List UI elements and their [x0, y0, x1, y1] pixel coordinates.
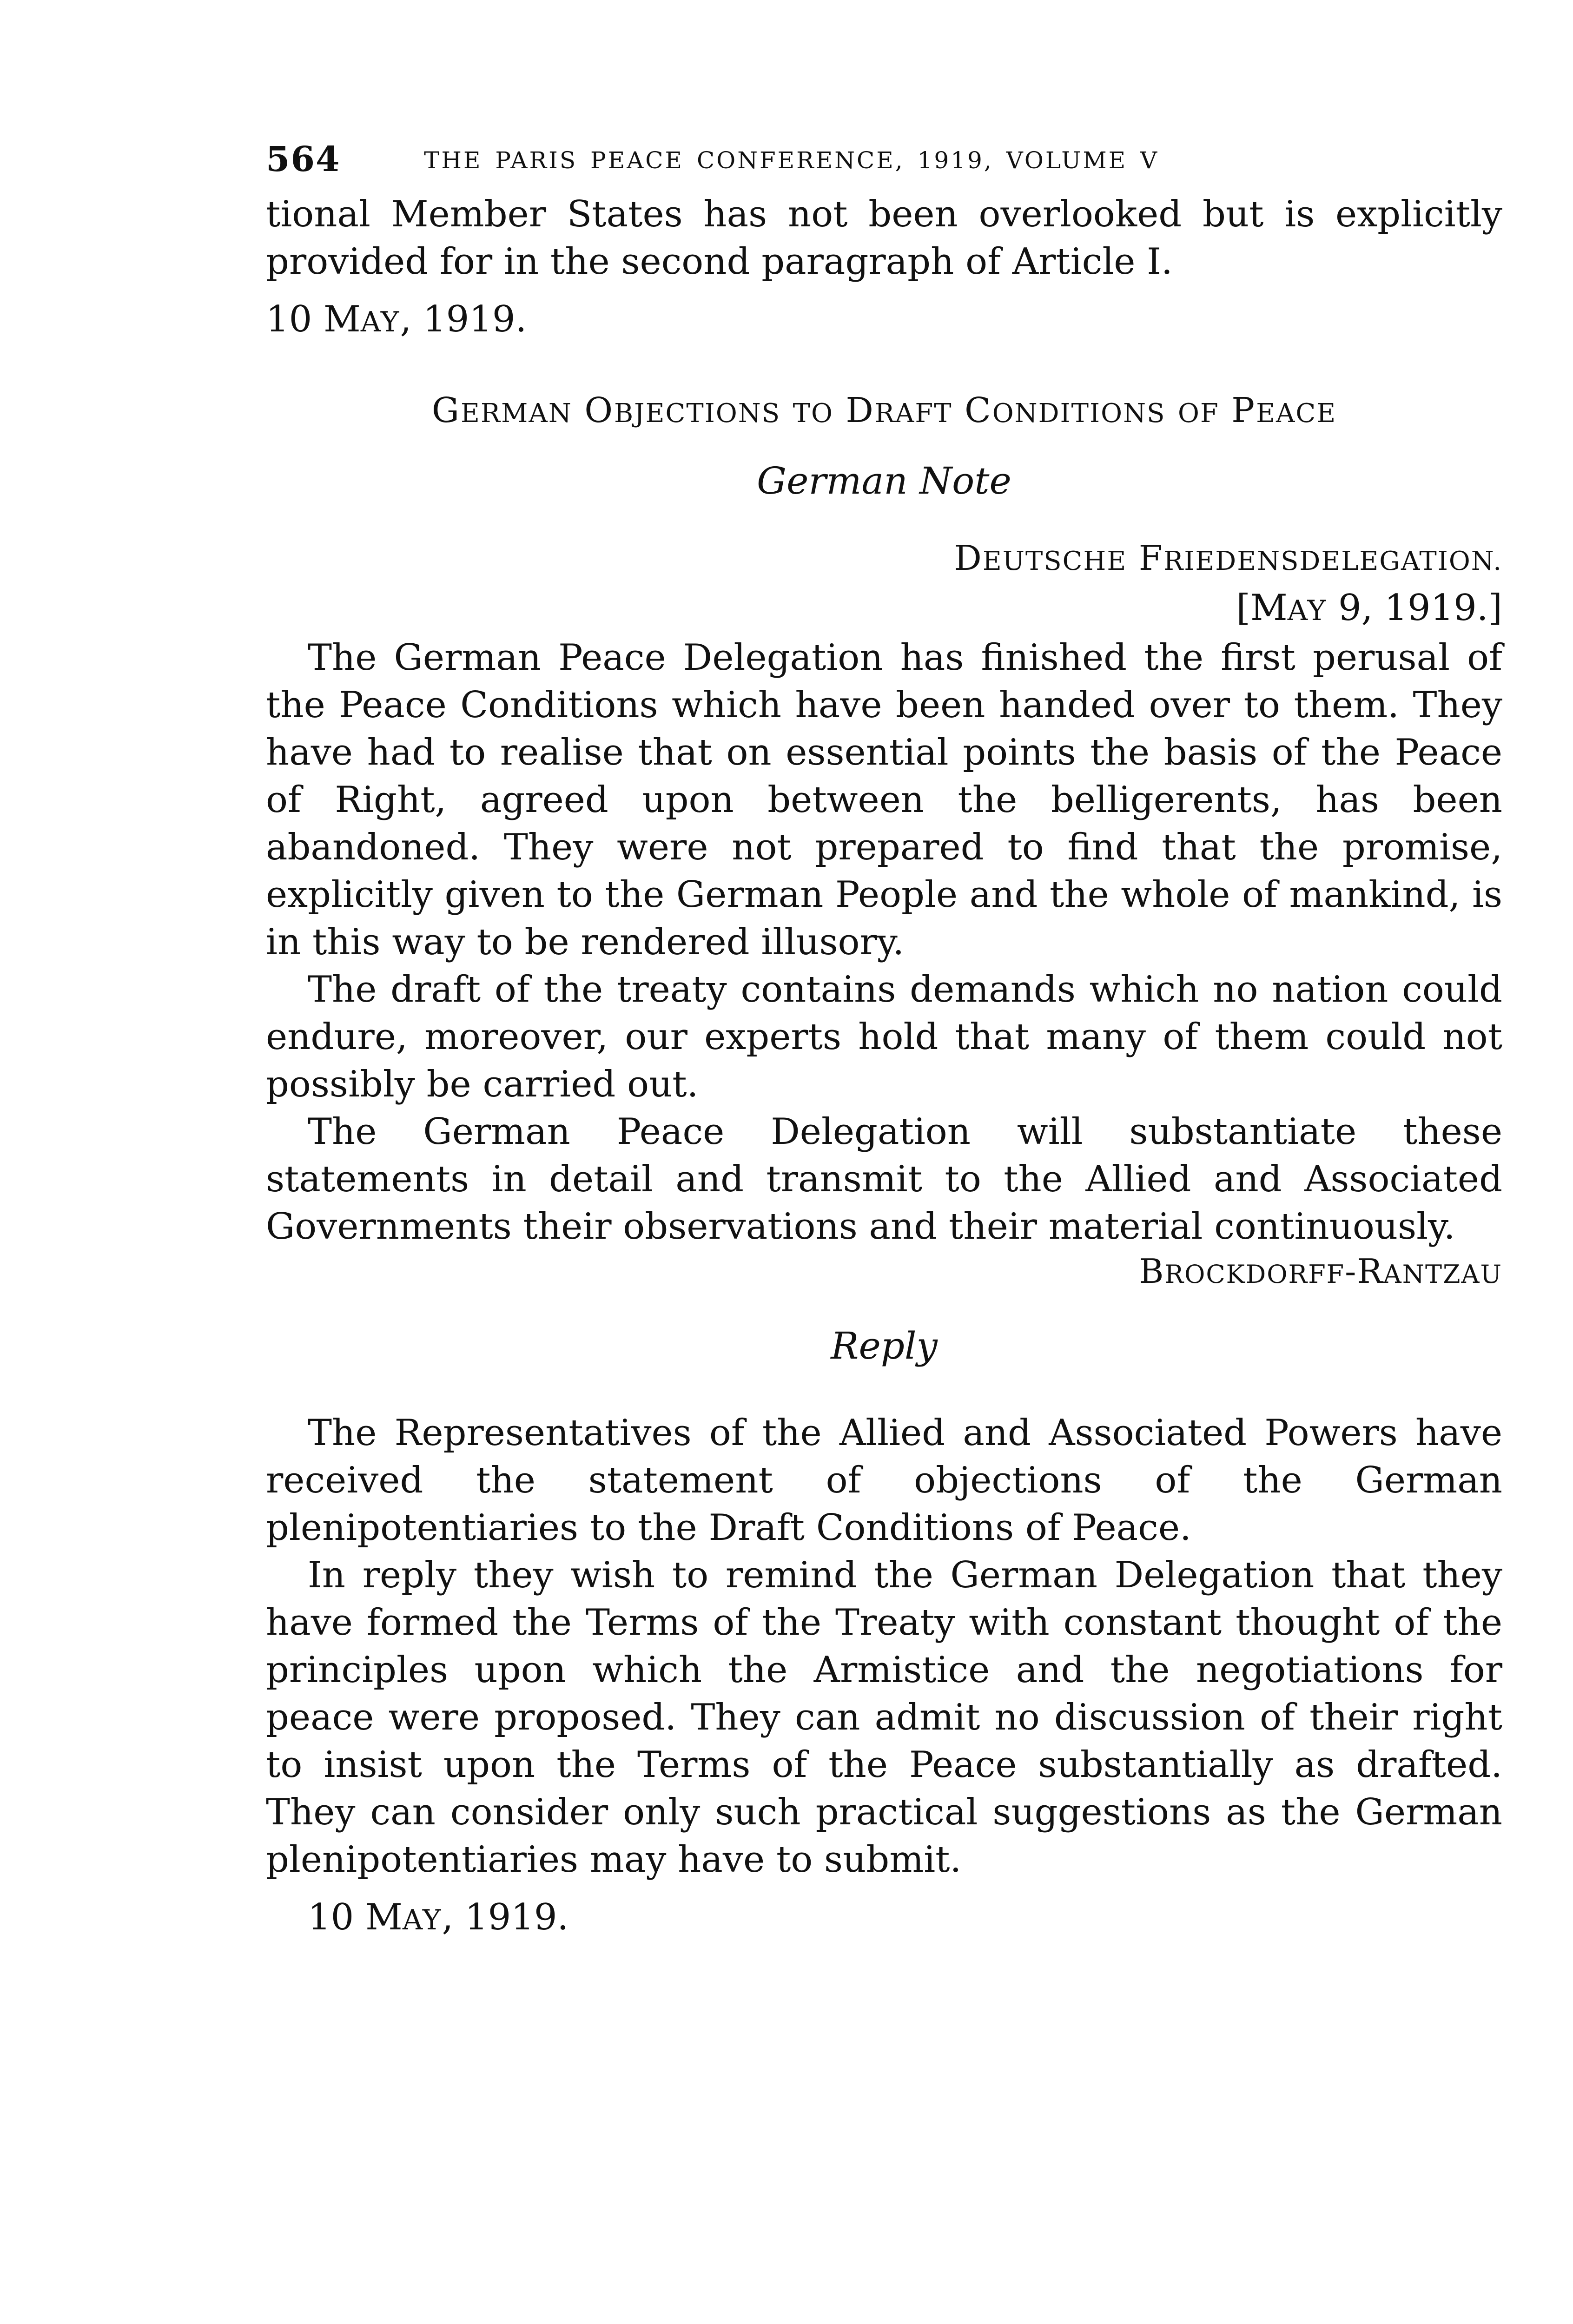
reply-paragraph: In reply they wish to remind the German Delegation that they have formed the Terms of the Treaty with constant thought of the principles upon which the Armistice and the negotiations for peace were proposed. They can admit no discussion of their right to insist upon the Terms of the Peace substantially as drafted. They can consider only such practical suggestions as the German plenipotentiaries may have to submit. — [266, 1554, 1502, 1881]
section-heading: GERMAN OBJECTIONS TO DRAFT CONDITIONS OF PEACE — [431, 390, 1337, 430]
opening-date: 10 MAY, 1919. — [266, 298, 527, 340]
continued-paragraph: tional Member States has not been overlooked but is explicitly provided for in the second paragraph of Article I. — [266, 193, 1502, 283]
german-note-paragraph: The German Peace Delegation will substantiate these statements in detail and transmit to the Allied and Associated Governments their observations and their material continuously. — [266, 1111, 1502, 1248]
page-number: 564 — [266, 139, 341, 179]
german-note-paragraph: The German Peace Delegation has finished the first perusal of the Peace Conditions which have been handed over to them. They have had to realise that on essential points the basis of the Peace of Right, agreed upon between the belligerents, has been abandoned. They were not prepared to find that the promise, explicitly given to the German People and the whole of mankind, is in this way to be rendered illusory. — [266, 637, 1502, 963]
german-note-paragraph: The draft of the treaty contains demands which no nation could endure, moreover, our experts hold that many of them could not possibly be carried out. — [266, 969, 1502, 1105]
delegation-name: DEUTSCHE FRIEDENSDELEGATION. — [954, 538, 1502, 578]
german-note-date: [MAY 9, 1919.] — [1236, 587, 1502, 629]
signature: BROCKDORFF-RANTZAU — [1139, 1252, 1502, 1291]
page-header — [266, 139, 1502, 191]
document-page — [266, 139, 1502, 1944]
reply-date: 10 MAY, 1919. — [308, 1896, 569, 1938]
reply-heading: Reply — [831, 1324, 938, 1367]
german-note-heading: German Note — [757, 459, 1011, 502]
running-title: THE PARIS PEACE CONFERENCE, 1919, VOLUME V — [424, 147, 1159, 174]
reply-paragraph: The Representatives of the Allied and Associated Powers have received the statement of objections of the German plenipotentiaries to the Draft Conditions of Peace. — [266, 1412, 1502, 1549]
